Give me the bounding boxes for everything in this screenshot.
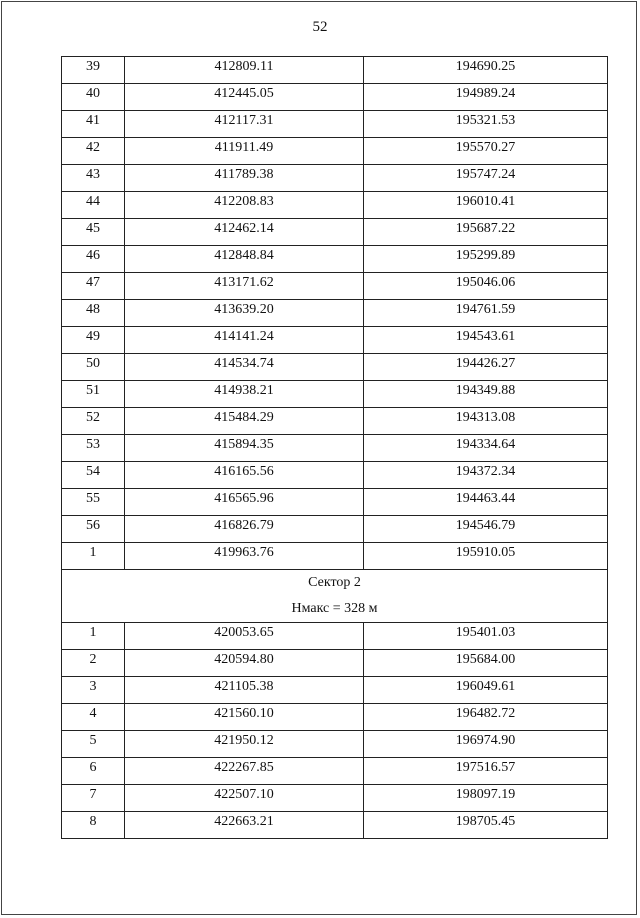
x-coordinate-cell: 420053.65 (125, 623, 364, 650)
x-coordinate-cell: 413639.20 (125, 300, 364, 327)
point-number-cell: 1 (62, 543, 125, 570)
x-coordinate-cell: 415894.35 (125, 435, 364, 462)
x-coordinate-cell: 416826.79 (125, 516, 364, 543)
x-coordinate-cell: 416565.96 (125, 489, 364, 516)
point-number-cell: 53 (62, 435, 125, 462)
y-coordinate-cell: 194761.59 (364, 300, 608, 327)
point-number-cell: 56 (62, 516, 125, 543)
table-row (62, 543, 608, 570)
point-number-cell: 52 (62, 408, 125, 435)
x-coordinate-cell: 411789.38 (125, 165, 364, 192)
x-coordinate-cell: 414534.74 (125, 354, 364, 381)
x-coordinate-cell: 414141.24 (125, 327, 364, 354)
table-row (62, 650, 608, 677)
x-coordinate-cell: 421950.12 (125, 731, 364, 758)
y-coordinate-cell: 195046.06 (364, 273, 608, 300)
table-row (62, 704, 608, 731)
table-row (62, 408, 608, 435)
table-row (62, 273, 608, 300)
y-coordinate-cell: 194463.44 (364, 489, 608, 516)
coordinates-table-body (62, 57, 608, 839)
y-coordinate-cell: 197516.57 (364, 758, 608, 785)
x-coordinate-cell: 415484.29 (125, 408, 364, 435)
table-row (62, 381, 608, 408)
point-number-cell: 7 (62, 785, 125, 812)
x-coordinate-cell: 419963.76 (125, 543, 364, 570)
table-row (62, 327, 608, 354)
x-coordinate-cell: 412208.83 (125, 192, 364, 219)
point-number-cell: 51 (62, 381, 125, 408)
x-coordinate-cell: 422507.10 (125, 785, 364, 812)
sector-title: Сектор 2 (308, 575, 361, 590)
y-coordinate-cell: 194372.34 (364, 462, 608, 489)
y-coordinate-cell: 198097.19 (364, 785, 608, 812)
point-number-cell: 2 (62, 650, 125, 677)
y-coordinate-cell: 194989.24 (364, 84, 608, 111)
y-coordinate-cell: 194690.25 (364, 57, 608, 84)
table-row (62, 623, 608, 650)
x-coordinate-cell: 420594.80 (125, 650, 364, 677)
point-number-cell: 4 (62, 704, 125, 731)
x-coordinate-cell: 412117.31 (125, 111, 364, 138)
x-coordinate-cell: 412462.14 (125, 219, 364, 246)
x-coordinate-cell: 421560.10 (125, 704, 364, 731)
table-row (62, 192, 608, 219)
y-coordinate-cell: 198705.45 (364, 812, 608, 839)
y-coordinate-cell: 196974.90 (364, 731, 608, 758)
point-number-cell: 5 (62, 731, 125, 758)
y-coordinate-cell: 195684.00 (364, 650, 608, 677)
point-number-cell: 46 (62, 246, 125, 273)
point-number-cell: 8 (62, 812, 125, 839)
point-number-cell: 42 (62, 138, 125, 165)
point-number-cell: 45 (62, 219, 125, 246)
x-coordinate-cell: 422267.85 (125, 758, 364, 785)
y-coordinate-cell: 196010.41 (364, 192, 608, 219)
table-row (62, 219, 608, 246)
y-coordinate-cell: 194426.27 (364, 354, 608, 381)
point-number-cell: 40 (62, 84, 125, 111)
point-number-cell: 54 (62, 462, 125, 489)
table-row (62, 489, 608, 516)
y-coordinate-cell: 194543.61 (364, 327, 608, 354)
point-number-cell: 50 (62, 354, 125, 381)
y-coordinate-cell: 195299.89 (364, 246, 608, 273)
point-number-cell: 47 (62, 273, 125, 300)
y-coordinate-cell: 195401.03 (364, 623, 608, 650)
x-coordinate-cell: 422663.21 (125, 812, 364, 839)
point-number-cell: 41 (62, 111, 125, 138)
table-row (62, 758, 608, 785)
y-coordinate-cell: 195747.24 (364, 165, 608, 192)
table-row (62, 785, 608, 812)
table-row (62, 462, 608, 489)
point-number-cell: 43 (62, 165, 125, 192)
y-coordinate-cell: 195687.22 (364, 219, 608, 246)
y-coordinate-cell: 194313.08 (364, 408, 608, 435)
table-row (62, 300, 608, 327)
y-coordinate-cell: 194349.88 (364, 381, 608, 408)
y-coordinate-cell: 194334.64 (364, 435, 608, 462)
table-row (62, 677, 608, 704)
y-coordinate-cell: 195321.53 (364, 111, 608, 138)
x-coordinate-cell: 421105.38 (125, 677, 364, 704)
table-row (62, 57, 608, 84)
point-number-cell: 39 (62, 57, 125, 84)
x-coordinate-cell: 412848.84 (125, 246, 364, 273)
x-coordinate-cell: 412445.05 (125, 84, 364, 111)
y-coordinate-cell: 196482.72 (364, 704, 608, 731)
table-row (62, 435, 608, 462)
table-row (62, 516, 608, 543)
sector-hmax: Hмакс = 328 м (291, 601, 378, 616)
y-coordinate-cell: 195910.05 (364, 543, 608, 570)
table-row (62, 165, 608, 192)
x-coordinate-cell: 414938.21 (125, 381, 364, 408)
coordinates-table (61, 56, 608, 839)
x-coordinate-cell: 412809.11 (125, 57, 364, 84)
sector-header-cell (62, 570, 608, 623)
table-row (62, 111, 608, 138)
point-number-cell: 48 (62, 300, 125, 327)
y-coordinate-cell: 196049.61 (364, 677, 608, 704)
point-number-cell: 6 (62, 758, 125, 785)
point-number-cell: 44 (62, 192, 125, 219)
table-row (62, 138, 608, 165)
table-row (62, 354, 608, 381)
x-coordinate-cell: 413171.62 (125, 273, 364, 300)
point-number-cell: 3 (62, 677, 125, 704)
y-coordinate-cell: 195570.27 (364, 138, 608, 165)
point-number-cell: 49 (62, 327, 125, 354)
x-coordinate-cell: 411911.49 (125, 138, 364, 165)
page-number: 52 (312, 19, 328, 35)
table-row (62, 812, 608, 839)
sector-header-row (62, 570, 608, 623)
table-row (62, 84, 608, 111)
point-number-cell: 55 (62, 489, 125, 516)
table-row (62, 246, 608, 273)
x-coordinate-cell: 416165.56 (125, 462, 364, 489)
table-row (62, 731, 608, 758)
y-coordinate-cell: 194546.79 (364, 516, 608, 543)
point-number-cell: 1 (62, 623, 125, 650)
